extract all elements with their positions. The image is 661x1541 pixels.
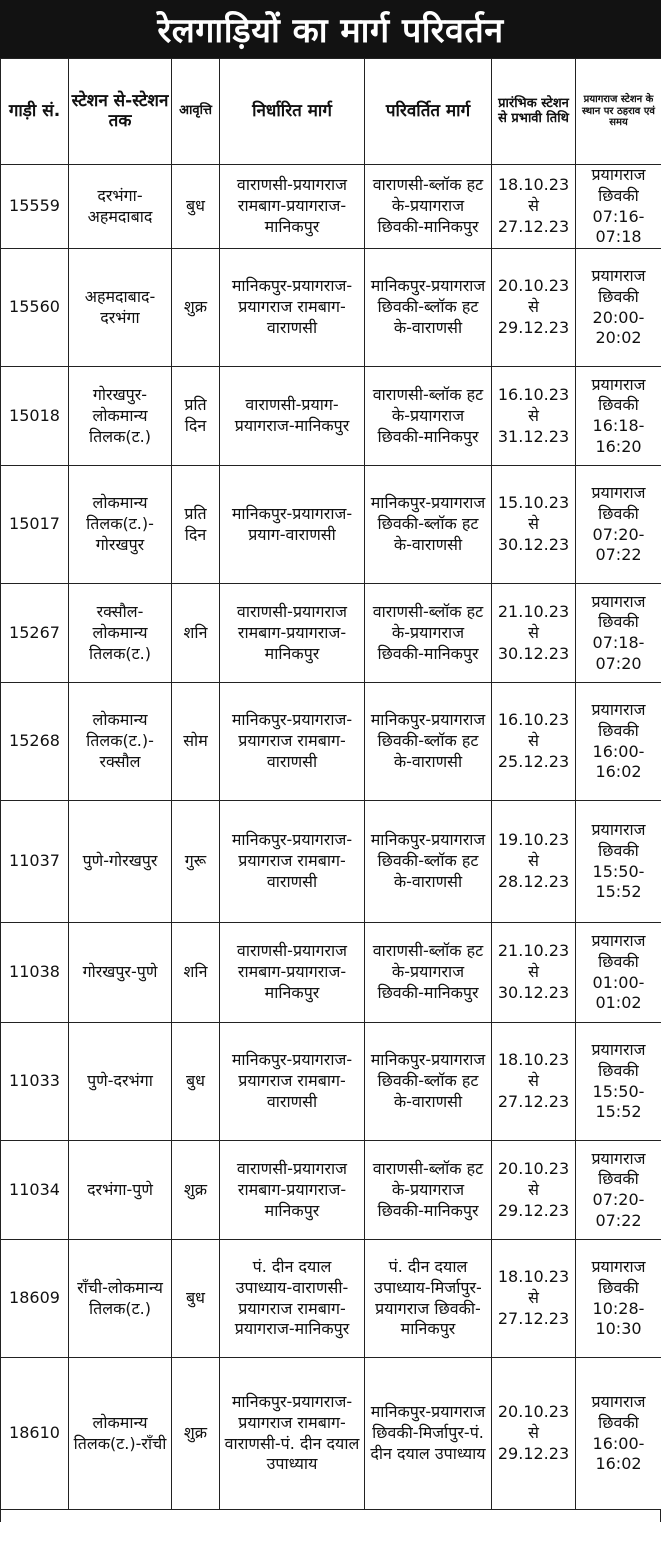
scheduled-route-cell-text: वाराणसी-प्रयागराज रामबाग-प्रयागराज-मानिकपुर bbox=[236, 1158, 348, 1220]
stations-cell bbox=[69, 249, 172, 367]
train-number-cell bbox=[1, 584, 69, 683]
frequency-cell bbox=[172, 165, 220, 249]
frequency-cell-text: शुक्र bbox=[183, 1179, 208, 1199]
diverted-route-cell-text: मानिकपुर-प्रयागराज छिवकी-ब्लॉक हट के-वाराणसी bbox=[370, 1050, 486, 1112]
frequency-cell bbox=[172, 801, 220, 923]
frequency-cell-text: शनि bbox=[183, 622, 208, 642]
table-row bbox=[1, 683, 661, 801]
frequency-cell-text: बुध bbox=[186, 196, 205, 216]
header-effective-date: प्रारंभिक स्टेशन से प्रभावी तिथि bbox=[492, 59, 576, 165]
train-diversion-table bbox=[0, 58, 661, 1510]
table-header-row bbox=[1, 59, 661, 165]
stoppage-cell-text: 20:00-20:02 bbox=[592, 307, 645, 348]
stoppage-cell bbox=[576, 367, 661, 466]
effective-date-cell-text: से bbox=[528, 1423, 539, 1443]
train-number-cell bbox=[1, 165, 69, 249]
stations-cell bbox=[69, 367, 172, 466]
effective-date-cell-text: 29.12.23 bbox=[497, 1444, 570, 1464]
stations-cell bbox=[69, 1358, 172, 1510]
train-number-cell-text: 15018 bbox=[9, 405, 60, 425]
stations-cell-text: दरभंगा-पुणे bbox=[87, 1179, 153, 1199]
effective-date-cell-text: 27.12.23 bbox=[497, 1092, 570, 1112]
stoppage-cell-text: 07:20-07:22 bbox=[592, 1190, 645, 1230]
stations-cell bbox=[69, 466, 172, 584]
stoppage-cell-text: प्रयागराज छिवकी bbox=[591, 266, 646, 306]
effective-date-cell-text: 18.10.23 bbox=[497, 1050, 570, 1070]
effective-date-cell-text: से bbox=[528, 622, 539, 642]
table-row bbox=[1, 1240, 661, 1358]
frequency-cell bbox=[172, 466, 220, 584]
table-row bbox=[1, 165, 661, 249]
diverted-route-cell bbox=[365, 1240, 492, 1358]
effective-date-cell-text: 30.12.23 bbox=[497, 643, 570, 663]
scheduled-route-cell-text: मानिकपुर-प्रयागराज-प्रयागराज रामबाग-वाराणसी bbox=[231, 710, 353, 772]
effective-date-cell bbox=[492, 466, 576, 584]
effective-date-cell-text: 20.10.23 bbox=[497, 1158, 570, 1178]
train-number-cell bbox=[1, 683, 69, 801]
stoppage-cell bbox=[576, 923, 661, 1023]
stations-cell bbox=[69, 1141, 172, 1240]
stations-cell-text: गोरखपुर-लोकमान्य तिलक(ट.) bbox=[88, 384, 152, 446]
stoppage-cell bbox=[576, 801, 661, 923]
effective-date-cell bbox=[492, 584, 576, 683]
train-number-cell bbox=[1, 1358, 69, 1510]
table-row bbox=[1, 801, 661, 923]
train-number-cell bbox=[1, 466, 69, 584]
diverted-route-cell-text: पं. दीन दयाल उपाध्याय-मिर्जापुर-प्रयागराज छिवकी-मानिकपुर bbox=[374, 1257, 482, 1339]
diverted-route-cell bbox=[365, 801, 492, 923]
frequency-cell bbox=[172, 923, 220, 1023]
train-number-cell bbox=[1, 367, 69, 466]
table-row bbox=[1, 923, 661, 1023]
stoppage-cell bbox=[576, 683, 661, 801]
diverted-route-cell bbox=[365, 466, 492, 584]
diverted-route-cell-text: वाराणसी-ब्लॉक हट के-प्रयागराज छिवकी-मानिकपुर bbox=[372, 175, 484, 236]
frequency-cell bbox=[172, 367, 220, 466]
scheduled-route-cell-text: मानिकपुर-प्रयागराज-प्रयागराज रामबाग-वाराणसी bbox=[231, 830, 353, 892]
effective-date-cell-text: 29.12.23 bbox=[497, 1200, 570, 1220]
frequency-cell-text: शनि bbox=[183, 962, 208, 982]
effective-date-cell-text: से bbox=[528, 731, 539, 751]
effective-date-cell-text: 19.10.23 bbox=[497, 830, 570, 850]
table-row bbox=[1, 367, 661, 466]
effective-date-cell-text: से bbox=[528, 297, 539, 317]
scheduled-route-cell-text: वाराणसी-प्रयागराज रामबाग-प्रयागराज-मानिकपुर bbox=[236, 601, 348, 663]
scheduled-route-cell bbox=[220, 1240, 365, 1358]
stoppage-cell-text: प्रयागराज छिवकी bbox=[591, 591, 646, 632]
stations-cell bbox=[69, 165, 172, 249]
effective-date-cell-text: 29.12.23 bbox=[497, 318, 570, 338]
scheduled-route-cell-text: वाराणसी-प्रयाग-प्रयागराज-मानिकपुर bbox=[234, 395, 350, 436]
stations-cell bbox=[69, 584, 172, 683]
frequency-cell bbox=[172, 1141, 220, 1240]
diverted-route-cell-text: वाराणसी-ब्लॉक हट के-प्रयागराज छिवकी-मानिकपुर bbox=[372, 601, 484, 663]
diverted-route-cell bbox=[365, 923, 492, 1023]
effective-date-cell-text: 30.12.23 bbox=[497, 983, 570, 1003]
stations-cell-text: राँची-लोकमान्य तिलक(ट.) bbox=[77, 1277, 163, 1318]
scheduled-route-cell bbox=[220, 923, 365, 1023]
diverted-route-cell bbox=[365, 1358, 492, 1510]
scheduled-route-cell-text: पं. दीन दयाल उपाध्याय-वाराणसी-प्रयागराज रामबाग-प्रयागराज-मानिकपुर bbox=[234, 1257, 350, 1339]
diverted-route-cell bbox=[365, 584, 492, 683]
effective-date-cell bbox=[492, 1023, 576, 1141]
diverted-route-cell-text: मानिकपुर-प्रयागराज छिवकी-ब्लॉक हट के-वाराणसी bbox=[370, 830, 486, 892]
diverted-route-cell bbox=[365, 165, 492, 249]
effective-date-cell-text: 20.10.23 bbox=[497, 1402, 570, 1422]
stoppage-cell bbox=[576, 584, 661, 683]
stoppage-cell-text: प्रयागराज छिवकी bbox=[591, 1148, 646, 1189]
stoppage-cell-text: 16:18-16:20 bbox=[592, 416, 645, 456]
scheduled-route-cell-text: वाराणसी-प्रयागराज रामबाग-प्रयागराज-मानिकपुर bbox=[236, 175, 348, 236]
stations-cell-text: लोकमान्य तिलक(ट.)-राँची bbox=[73, 1412, 167, 1453]
stations-cell bbox=[69, 1023, 172, 1141]
stoppage-cell bbox=[576, 466, 661, 584]
stoppage-cell-text: प्रयागराज छिवकी bbox=[591, 374, 646, 415]
stoppage-cell-text: प्रयागराज छिवकी bbox=[591, 1392, 646, 1432]
header-frequency: आवृत्ति bbox=[172, 59, 220, 165]
stations-cell-text: पुणे-गोरखपुर bbox=[82, 851, 158, 871]
effective-date-cell-text: 25.12.23 bbox=[497, 752, 570, 772]
page-title: रेलगाड़ियों का मार्ग परिवर्तन bbox=[0, 0, 661, 58]
stoppage-cell-text: 16:00-16:02 bbox=[592, 741, 645, 782]
train-number-cell-text: 18609 bbox=[9, 1288, 60, 1308]
train-number-cell-text: 11034 bbox=[9, 1179, 60, 1199]
train-number-cell bbox=[1, 1141, 69, 1240]
scheduled-route-cell bbox=[220, 1023, 365, 1141]
stoppage-cell-text: 15:50-15:52 bbox=[592, 1081, 645, 1122]
header-stoppage: प्रयागराज स्टेशन के स्थान पर ठहराव एवं समय bbox=[576, 59, 661, 165]
train-number-cell-text: 15268 bbox=[9, 731, 60, 751]
scheduled-route-cell bbox=[220, 1358, 365, 1510]
scheduled-route-cell-text: वाराणसी-प्रयागराज रामबाग-प्रयागराज-मानिकपुर bbox=[236, 941, 348, 1003]
train-number-cell-text: 11033 bbox=[9, 1071, 60, 1091]
stations-cell-text: पुणे-दरभंगा bbox=[87, 1071, 153, 1091]
scheduled-route-cell bbox=[220, 249, 365, 367]
stoppage-cell bbox=[576, 1240, 661, 1358]
effective-date-cell-text: से bbox=[528, 1288, 539, 1308]
stoppage-cell-text: 01:00-01:02 bbox=[592, 972, 645, 1013]
train-number-cell-text: 15560 bbox=[9, 297, 60, 317]
train-number-cell bbox=[1, 801, 69, 923]
scheduled-route-cell bbox=[220, 584, 365, 683]
stations-cell-text: रक्सौल-लोकमान्य तिलक(ट.) bbox=[88, 601, 152, 663]
frequency-cell-text: शुक्र bbox=[183, 1423, 208, 1443]
diverted-route-cell-text: वाराणसी-ब्लॉक हट के-प्रयागराज छिवकी-मानिकपुर bbox=[372, 941, 484, 1003]
effective-date-cell bbox=[492, 1358, 576, 1510]
train-number-cell-text: 15267 bbox=[9, 622, 60, 642]
diverted-route-cell-text: मानिकपुर-प्रयागराज छिवकी-ब्लॉक हट के-वाराणसी bbox=[370, 493, 486, 555]
frequency-cell bbox=[172, 1023, 220, 1141]
stoppage-cell-text: 07:18-07:20 bbox=[592, 633, 645, 673]
stations-cell-text: अहमदाबाद-दरभंगा bbox=[84, 286, 156, 327]
train-number-cell-text: 18610 bbox=[9, 1423, 60, 1443]
header-stations: स्टेशन से-स्टेशन तक bbox=[69, 59, 172, 165]
effective-date-cell-text: 18.10.23 bbox=[497, 175, 570, 195]
effective-date-cell bbox=[492, 1141, 576, 1240]
effective-date-cell-text: से bbox=[528, 851, 539, 871]
frequency-cell-text: बुध bbox=[186, 1288, 205, 1308]
effective-date-cell bbox=[492, 367, 576, 466]
table-row bbox=[1, 1023, 661, 1141]
frequency-cell bbox=[172, 249, 220, 367]
table-row bbox=[1, 1358, 661, 1510]
diverted-route-cell bbox=[365, 1141, 492, 1240]
effective-date-cell-text: से bbox=[528, 1071, 539, 1091]
effective-date-cell bbox=[492, 923, 576, 1023]
effective-date-cell-text: से bbox=[528, 405, 539, 425]
stoppage-cell-text: 16:00-16:02 bbox=[592, 1433, 645, 1474]
scheduled-route-cell-text: मानिकपुर-प्रयागराज-प्रयाग-वाराणसी bbox=[231, 503, 353, 544]
effective-date-cell-text: 27.12.23 bbox=[497, 1309, 570, 1329]
stoppage-cell bbox=[576, 1358, 661, 1510]
stoppage-cell-text: 10:28-10:30 bbox=[592, 1298, 645, 1339]
stoppage-cell bbox=[576, 1141, 661, 1240]
stations-cell bbox=[69, 1240, 172, 1358]
scheduled-route-cell-text: मानिकपुर-प्रयागराज-प्रयागराज रामबाग-वाराणसी bbox=[231, 276, 353, 338]
effective-date-cell bbox=[492, 165, 576, 249]
header-diverted-route: परिवर्तित मार्ग bbox=[365, 59, 492, 165]
effective-date-cell bbox=[492, 1240, 576, 1358]
diverted-route-cell bbox=[365, 367, 492, 466]
table-row bbox=[1, 584, 661, 683]
scheduled-route-cell bbox=[220, 801, 365, 923]
train-number-cell-text: 15017 bbox=[9, 514, 60, 534]
table-body bbox=[1, 165, 661, 1510]
scheduled-route-cell bbox=[220, 1141, 365, 1240]
effective-date-cell bbox=[492, 683, 576, 801]
stoppage-cell bbox=[576, 165, 661, 249]
stations-cell-text: दरभंगा-अहमदाबाद bbox=[87, 185, 153, 226]
scheduled-route-cell bbox=[220, 165, 365, 249]
train-number-cell bbox=[1, 1023, 69, 1141]
stoppage-cell-text: प्रयागराज छिवकी bbox=[591, 1040, 646, 1080]
effective-date-cell-text: 30.12.23 bbox=[497, 535, 570, 555]
frequency-cell bbox=[172, 1240, 220, 1358]
table-row bbox=[1, 1141, 661, 1240]
diverted-route-cell-text: मानिकपुर-प्रयागराज छिवकी-ब्लॉक हट के-वाराणसी bbox=[370, 710, 486, 772]
train-number-cell bbox=[1, 1240, 69, 1358]
effective-date-cell-text: से bbox=[528, 1179, 539, 1199]
scheduled-route-cell bbox=[220, 466, 365, 584]
scheduled-route-cell bbox=[220, 367, 365, 466]
frequency-cell bbox=[172, 1358, 220, 1510]
diverted-route-cell-text: वाराणसी-ब्लॉक हट के-प्रयागराज छिवकी-मानिकपुर bbox=[372, 1158, 484, 1220]
diverted-route-cell-text: मानिकपुर-प्रयागराज छिवकी-मिर्जापुर-पं. दीन दयाल उपाध्याय bbox=[370, 1402, 486, 1464]
stations-cell bbox=[69, 801, 172, 923]
effective-date-cell-text: 21.10.23 bbox=[497, 941, 570, 961]
header-scheduled-route: निर्धारित मार्ग bbox=[220, 59, 365, 165]
effective-date-cell bbox=[492, 249, 576, 367]
diverted-route-cell bbox=[365, 1023, 492, 1141]
frequency-cell bbox=[172, 584, 220, 683]
diverted-route-cell-text: मानिकपुर-प्रयागराज छिवकी-ब्लॉक हट के-वाराणसी bbox=[370, 276, 486, 338]
effective-date-cell-text: 31.12.23 bbox=[497, 426, 570, 446]
frequency-cell-text: प्रति दिन bbox=[184, 395, 207, 436]
effective-date-cell-text: 28.12.23 bbox=[497, 872, 570, 892]
train-number-cell-text: 11038 bbox=[9, 962, 60, 982]
stoppage-cell-text: प्रयागराज छिवकी bbox=[591, 931, 646, 971]
diverted-route-cell-text: वाराणसी-ब्लॉक हट के-प्रयागराज छिवकी-मानिकपुर bbox=[372, 384, 484, 446]
stoppage-cell-text: प्रयागराज छिवकी bbox=[591, 483, 646, 523]
stations-cell-text: लोकमान्य तिलक(ट.)-गोरखपुर bbox=[86, 493, 154, 555]
effective-date-cell-text: 18.10.23 bbox=[497, 1267, 570, 1287]
stations-cell bbox=[69, 683, 172, 801]
train-number-cell-text: 11037 bbox=[9, 851, 60, 871]
train-number-cell-text: 15559 bbox=[9, 196, 60, 216]
stoppage-cell-text: 07:20-07:22 bbox=[592, 524, 645, 565]
stations-cell-text: लोकमान्य तिलक(ट.)-रक्सौल bbox=[86, 710, 154, 772]
frequency-cell-text: बुध bbox=[186, 1071, 205, 1091]
frequency-cell-text: प्रति दिन bbox=[184, 503, 207, 544]
stoppage-cell bbox=[576, 249, 661, 367]
effective-date-cell-text: से bbox=[528, 196, 539, 216]
effective-date-cell-text: 15.10.23 bbox=[497, 493, 570, 513]
stations-cell bbox=[69, 923, 172, 1023]
stoppage-cell bbox=[576, 1023, 661, 1141]
header-train-no: गाड़ी सं. bbox=[1, 59, 69, 165]
scheduled-route-cell bbox=[220, 683, 365, 801]
frequency-cell-text: सोम bbox=[183, 731, 208, 751]
frequency-cell-text: शुक्र bbox=[183, 297, 208, 317]
table-bottom-edge bbox=[0, 1510, 661, 1522]
scheduled-route-cell-text: मानिकपुर-प्रयागराज-प्रयागराज रामबाग-वाराणसी-पं. दीन दयाल उपाध्याय bbox=[224, 1392, 360, 1474]
stoppage-cell-text: प्रयागराज छिवकी bbox=[591, 165, 646, 205]
stations-cell-text: गोरखपुर-पुणे bbox=[82, 962, 158, 982]
stoppage-cell-text: 07:16-07:18 bbox=[592, 206, 645, 247]
effective-date-cell-text: 16.10.23 bbox=[497, 710, 570, 730]
scheduled-route-cell-text: मानिकपुर-प्रयागराज-प्रयागराज रामबाग-वाराणसी bbox=[231, 1050, 353, 1112]
effective-date-cell-text: 21.10.23 bbox=[497, 601, 570, 621]
frequency-cell bbox=[172, 683, 220, 801]
effective-date-cell-text: 16.10.23 bbox=[497, 384, 570, 404]
effective-date-cell-text: 27.12.23 bbox=[497, 216, 570, 236]
table-row bbox=[1, 249, 661, 367]
effective-date-cell-text: 20.10.23 bbox=[497, 276, 570, 296]
diverted-route-cell bbox=[365, 683, 492, 801]
effective-date-cell bbox=[492, 801, 576, 923]
effective-date-cell-text: से bbox=[528, 962, 539, 982]
diverted-route-cell bbox=[365, 249, 492, 367]
frequency-cell-text: गुरू bbox=[184, 851, 207, 871]
stoppage-cell-text: प्रयागराज छिवकी bbox=[591, 700, 646, 740]
stoppage-cell-text: 15:50-15:52 bbox=[592, 861, 645, 902]
stoppage-cell-text: प्रयागराज छिवकी bbox=[591, 1257, 646, 1297]
train-number-cell bbox=[1, 923, 69, 1023]
effective-date-cell-text: से bbox=[528, 514, 539, 534]
table-row bbox=[1, 466, 661, 584]
stoppage-cell-text: प्रयागराज छिवकी bbox=[591, 820, 646, 860]
train-number-cell bbox=[1, 249, 69, 367]
